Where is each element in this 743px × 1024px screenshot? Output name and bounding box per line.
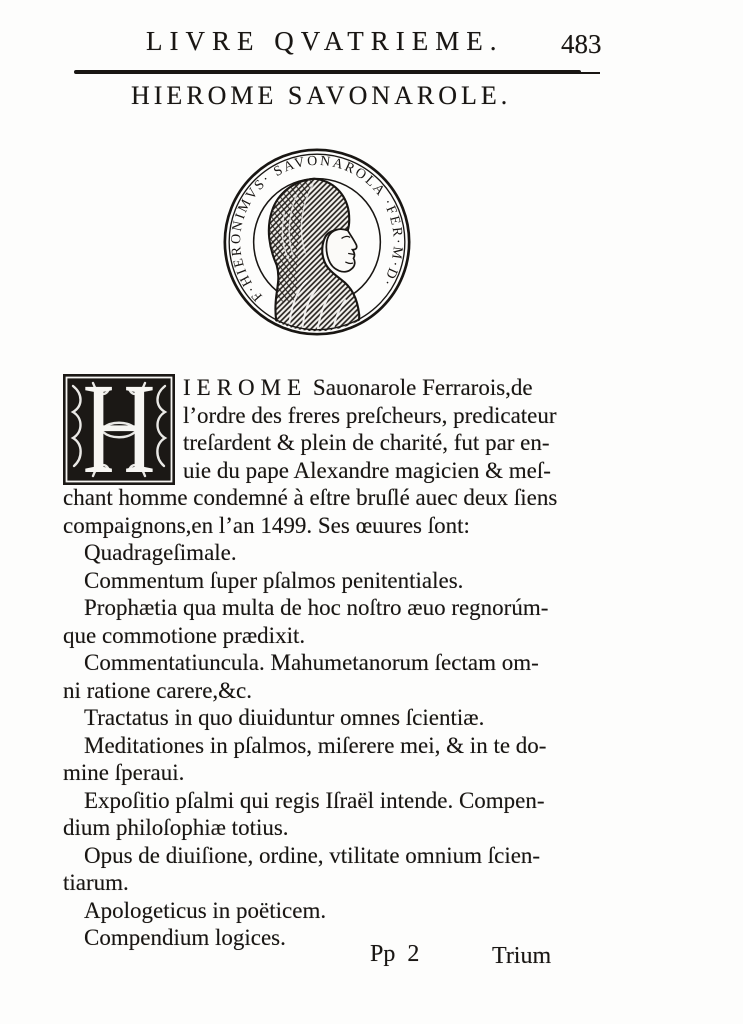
text-line: Opus de diuiſione, ordine, vtilitate omnium ſcien-: [84, 842, 541, 868]
text-line: Quadrageſimale.: [84, 540, 237, 565]
text-line: compaignons,en l’an 1499. Ses œuures ſont:: [63, 512, 470, 538]
footer-line: [0, 941, 743, 975]
text-line: Expoſitio pſalmi qui regis Iſraël intende. Compen-: [84, 787, 545, 813]
text-line: chant homme condemné à eſtre bruſlé auec deux ſiens: [63, 485, 558, 510]
text-line: ni ratione carere,&c.: [63, 677, 252, 703]
text-line: uie du pape Alexandre magicien & meſ-: [183, 457, 551, 483]
text-line: mine ſperaui.: [63, 760, 185, 785]
header-rule-tail: [560, 72, 600, 74]
running-title: LIVRE QVATRIEME.: [146, 26, 504, 56]
text-line: Prophætia qua multa de hoc noſtro æuo regnorúm-: [84, 595, 549, 620]
portrait-medallion-icon: [221, 146, 413, 338]
body-text: [63, 374, 653, 952]
drop-cap-letter: H: [82, 374, 156, 485]
page-number: 483: [561, 29, 602, 59]
text-line: Commentum ſuper pſalmos penitentiales.: [84, 567, 464, 593]
body-lines: [63, 374, 653, 952]
text-line: Compendium logices.: [84, 925, 286, 950]
text-line: que commotione prædixit.: [63, 622, 306, 648]
text-line: l’ordre des freres preſcheurs, predicateur: [183, 402, 557, 428]
text-line: dium philoſophiæ totius.: [63, 815, 289, 840]
text-line: Commentatiuncula. Mahumetanorum ſectam om-: [84, 650, 539, 675]
monk-bust-engraving: [269, 179, 359, 335]
section-title: HIEROME SAVONAROLE.: [131, 81, 512, 110]
header-rule: [74, 70, 581, 74]
text-line: Tractatus in quo diuiduntur omnes ſcientiæ.: [84, 705, 485, 730]
text-line: tiarum.: [63, 870, 129, 895]
quire-signature: Pp 2: [370, 941, 420, 967]
text-line: Apologeticus in poëticem.: [84, 897, 327, 923]
text-line: Meditationes in pſalmos, miſerere mei, & in te do-: [84, 732, 547, 758]
medallion-legend: F·HIERONIMVS· SAVONAROLA ·FER·M·D·: [229, 153, 405, 304]
catchword: Trium: [492, 943, 552, 969]
text-line: treſardent & plein de charité, fut par en-: [183, 430, 550, 455]
spaced-capitals: IEROME: [183, 375, 308, 400]
text-line: IEROME Sauonarole Ferrarois,de: [183, 375, 533, 400]
